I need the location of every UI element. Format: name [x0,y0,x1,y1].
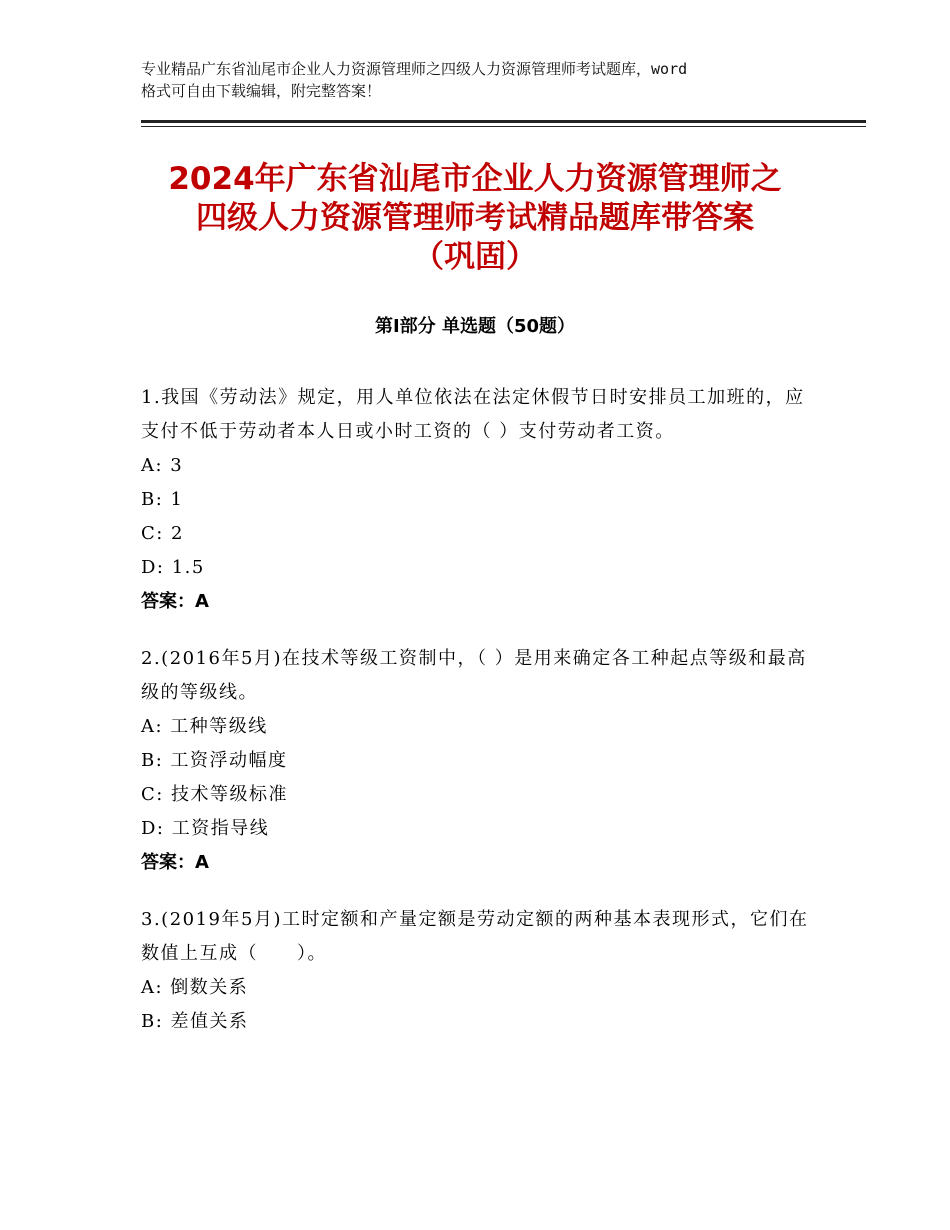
title-line-3: （巩固） [413,239,537,275]
option-b: B: 工资浮动幅度 [141,750,288,771]
question-1 [141,381,811,619]
question-stem: 1.我国《劳动法》规定，用人单位依法在法定休假节日时安排员工加班的，应支付不低于劳动者本人日或小时工资的（ ）支付劳动者工资。 [141,387,805,442]
question-3 [141,903,811,1039]
option-a: A: 3 [141,455,184,476]
option-a: A: 工种等级线 [141,716,268,737]
option-c: C: 2 [141,523,185,544]
option-d: D: 1.5 [141,557,205,578]
question-stem: 2.(2016年5月)在技术等级工资制中，（ ）是用来确定各工种起点等级和最高级的等级线。 [141,648,807,703]
option-d: D: 工资指导线 [141,818,270,839]
answer-key: 答案：A [141,852,209,873]
question-list [141,381,811,1062]
question-stem: 3.(2019年5月)工时定额和产量定额是劳动定额的两种基本表现形式，它们在数值上互成（ ）。 [141,909,809,964]
title-line-1: 2024年广东省汕尾市企业人力资源管理师之 [168,161,782,197]
option-b: B: 1 [141,489,184,510]
option-a: A: 倒数关系 [141,977,249,998]
option-c: C: 技术等级标准 [141,784,289,805]
question-2 [141,642,811,880]
header-divider-thick [141,120,866,123]
header-divider-thin [141,126,866,127]
header-note [141,58,831,102]
header-note-line-2: 格式可自由下载编辑，附完整答案！ [141,82,382,100]
answer-key: 答案：A [141,591,209,612]
section-heading: 第Ⅰ部分 单选题（50题） [374,316,575,337]
header-note-line-1: 专业精品广东省汕尾市企业人力资源管理师之四级人力资源管理师考试题库，word [141,60,688,78]
document-title [120,160,830,277]
option-b: B: 差值关系 [141,1011,249,1032]
title-line-2: 四级人力资源管理师考试精品题库带答案 [196,200,754,236]
